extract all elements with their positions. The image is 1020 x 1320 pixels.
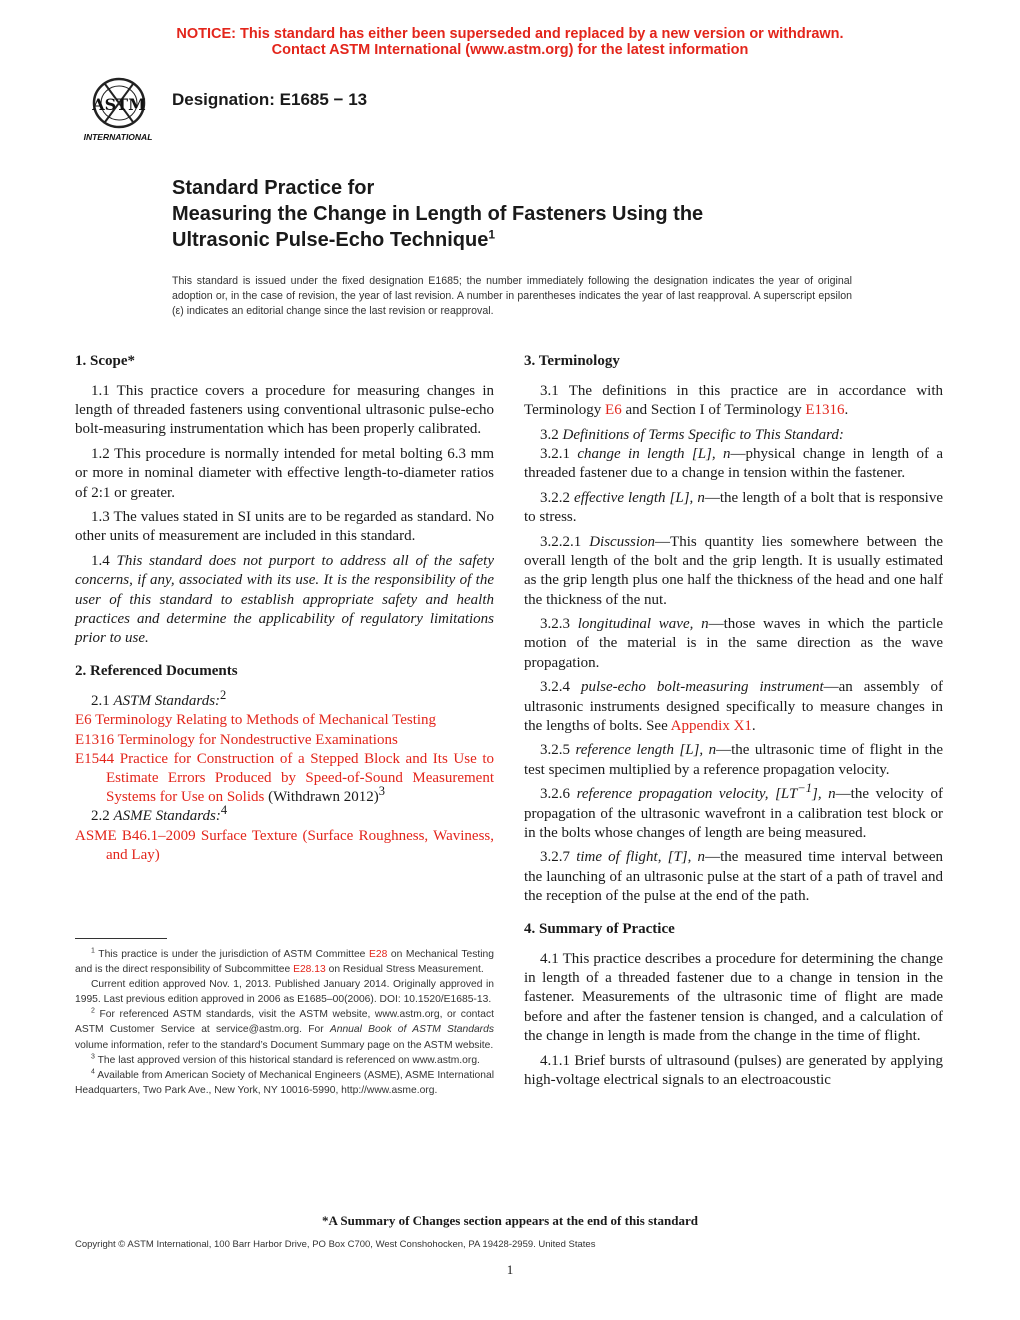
def-3-2-6 <box>524 781 943 843</box>
para-4-1: 4.1 This practice describes a procedure for determining the change in length of a threaded fastener due to a change in tension in the fastener. Measurements of the ultrasonic time of flight are made before and after the fastener tension is changed, and a calculation of the change in length is made from the change in the time of flight. <box>524 951 943 1044</box>
def-3-2-5 <box>524 741 943 779</box>
fn4-text: Available from American Society of Mechanical Engineers (ASME), ASME International Headquarters, Two Park Ave., New York, NY 10016-5990, http://www.asme.org. <box>75 1069 494 1096</box>
fn1-mark: 1 <box>91 947 95 955</box>
fn3-text: The last approved version of this historical standard is referenced on www.astm.org. <box>97 1054 480 1066</box>
def-3-2-4-end: . <box>751 717 756 734</box>
def-3-2-4-term: pulse-echo bolt-measuring instrument <box>580 679 824 696</box>
ref-asme-link[interactable]: ASME B46.1–2009 <box>75 827 196 844</box>
logo-text: ASTM <box>92 95 146 114</box>
def-3-2-2-1-def: —This quantity lies somewhere between the overall length of the bolt and the grip length. It is usually estimated as the grip length plus one half the thickness of the head and one half the thickness of the nut. <box>524 533 944 608</box>
ref-e1316 <box>75 731 494 750</box>
issued-note: This standard is issued under the fixed designation E1685; the number immediately following the designation indicates the year of original adoption or, in the case of revision, the year of last revision. A number in parentheses indicates the year of last reapproval. A superscript epsilon (ε) indicates an editorial change since the last revision or reapproval. <box>172 275 852 317</box>
footnote-2 <box>75 1007 494 1052</box>
footnote-3 <box>75 1053 494 1068</box>
ref-asme-title[interactable]: Surface Texture (Surface Roughness, Waviness, and Lay) <box>106 827 494 863</box>
para-2-1 <box>75 688 494 711</box>
def-3-2-7 <box>524 848 943 906</box>
title-line-1: Standard Practice for <box>172 177 375 199</box>
link-e6[interactable]: E6 <box>605 402 622 419</box>
ref-e1544-suffix: (Withdrawn 2012) <box>264 789 379 806</box>
summary-of-changes-notice: *A Summary of Changes section appears at the end of this standard <box>322 1213 698 1228</box>
def-3-2-6-term <box>576 781 836 803</box>
footnote-divider <box>75 938 167 939</box>
footnote-edition: Current edition approved Nov. 1, 2013. Published January 2014. Originally approved in 1995. Last previous edition approved in 2006 as E1685–00(2006). DOI: 10.1520/E1685-13. <box>75 979 494 1006</box>
para-1-4-text: This standard does not purport to address all of the safety concerns, if any, associated with its use. It is the responsibility of the user of this standard to establish appropriate safety and health practices and determine the applicability of regulatory limitations prior to use. <box>75 553 495 646</box>
def-3-2-6-term-sup: −1 <box>797 781 812 796</box>
def-3-2-3-def: —those waves in which the particle motion of the material is in the same direction as the wave propagation. <box>524 616 943 671</box>
logo-subtext: INTERNATIONAL <box>83 132 153 142</box>
def-3-2-6-num: 3.2.6 <box>540 786 570 803</box>
supersede-notice <box>0 26 1020 58</box>
para-3-1-a: 3.1 The definitions in this practice are in accordance with Terminology <box>524 383 943 419</box>
ref-e1544-sup: 3 <box>378 784 385 799</box>
astm-logo-icon <box>74 76 162 144</box>
def-3-2-3-num: 3.2.3 <box>540 616 570 633</box>
fn2-text-b: volume information, refer to the standard’s Document Summary page on the ASTM website. <box>75 1039 494 1051</box>
terminology-heading: 3. Terminology <box>524 353 620 369</box>
def-3-2-6-term-a: reference propagation velocity, [LT <box>576 786 798 803</box>
ref-e6 <box>75 711 494 730</box>
para-3-1-c: . <box>844 402 849 419</box>
def-3-2-1 <box>524 445 943 483</box>
designation: Designation: E1685 − 13 <box>172 90 368 109</box>
ref-e6-title[interactable]: Terminology Relating to Methods of Mechanical Testing <box>95 712 437 729</box>
para-3-1 <box>524 382 943 420</box>
def-3-2-3 <box>524 615 943 673</box>
ref-e1544-title[interactable]: Practice for Construction of a Stepped Block and Its Use to Estimate Errors Produced by Speed-of-Sound Measurement Systems for Use on Solids <box>106 750 494 806</box>
para-4-1-1: 4.1.1 Brief bursts of ultrasound (pulses) are generated by applying high-voltage electrical signals to an electroacoustic <box>524 1052 943 1088</box>
ref-e1316-link[interactable]: E1316 <box>75 731 115 748</box>
para-2-2-num: 2.2 <box>91 808 110 825</box>
para-2-1-num: 2.1 <box>91 693 110 710</box>
def-3-2-6-term-b: ], n <box>811 786 836 803</box>
fn4-mark: 4 <box>91 1068 95 1076</box>
def-3-2-2-1-term: Discussion <box>589 533 656 550</box>
ref-e6-link[interactable]: E6 <box>75 712 92 729</box>
title-footnote-mark: 1 <box>488 227 496 242</box>
def-3-2-3-term: longitudinal wave, n <box>577 616 709 633</box>
para-1-1: 1.1 This practice covers a procedure for measuring changes in length of threaded fasteners using conventional ultrasonic pulse-echo bolt-measuring instrumentation which has been properly calibrated. <box>75 383 494 438</box>
title-line-3 <box>172 227 892 253</box>
def-3-2-2-1 <box>524 533 943 610</box>
para-3-2-label: Definitions of Terms Specific to This Standard: <box>562 426 844 443</box>
title-line-3-text: Ultrasonic Pulse-Echo Technique <box>172 229 489 251</box>
refdocs-heading: 2. Referenced Documents <box>75 663 238 680</box>
para-3-1-b: and Section I of Terminology <box>625 402 802 419</box>
copyright: Copyright © ASTM International, 100 Barr Harbor Drive, PO Box C700, West Conshohocken, PA 19428-2959. United States <box>75 1239 596 1250</box>
notice-line-1: NOTICE: This standard has either been superseded and replaced by a new version or withdrawn. <box>176 26 844 42</box>
def-3-2-1-term: change in length [L], n <box>577 446 731 463</box>
fn2-text-a: For referenced ASTM standards, visit the ASTM website, www.astm.org, or contact ASTM Customer Service at service@astm.org. For <box>75 1009 494 1036</box>
astm-logo <box>74 76 162 144</box>
ref-e1544-link[interactable]: E1544 <box>75 750 115 767</box>
fn2-mark: 2 <box>91 1007 95 1015</box>
fn1-link-e28[interactable]: E28 <box>368 949 388 960</box>
page-number: 1 <box>506 1262 514 1277</box>
def-3-2-5-num: 3.2.5 <box>540 742 570 759</box>
fn1-text-a: This practice is under the jurisdiction of ASTM Committee <box>98 949 366 960</box>
fn3-mark: 3 <box>91 1053 95 1061</box>
def-3-2-7-term: time of flight, [T], n <box>576 849 706 866</box>
footnote-1 <box>75 947 494 977</box>
def-3-2-2-1-num: 3.2.2.1 <box>540 533 582 550</box>
para-3-2-num: 3.2 <box>540 426 559 443</box>
def-3-2-7-num: 3.2.7 <box>540 849 570 866</box>
fn1-link-e2813[interactable]: E28.13 <box>293 964 326 976</box>
def-3-2-1-def: —physical change in length of a threaded fastener due to a change in tension within the fastener. <box>524 446 944 482</box>
right-column <box>524 352 943 1096</box>
ref-e1316-title[interactable]: Terminology for Nondestructive Examinations <box>117 731 398 748</box>
def-3-2-2-term: effective length [L], n <box>574 490 705 507</box>
fn1-text-c: on Residual Stress Measurement. <box>328 964 484 976</box>
left-column <box>75 352 494 865</box>
para-1-3: 1.3 The values stated in SI units are to be regarded as standard. No other units of measurement are included in this standard. <box>75 509 494 545</box>
para-2-1-label: ASTM Standards: <box>113 693 221 710</box>
def-3-2-5-term: reference length [L], n <box>575 742 717 759</box>
para-3-2 <box>524 426 943 445</box>
para-2-2 <box>75 803 494 826</box>
def-3-2-2-num: 3.2.2 <box>540 490 570 507</box>
fn2-italic: Annual Book of ASTM Standards <box>329 1024 494 1036</box>
ref-asme <box>75 827 494 865</box>
title-line-2: Measuring the Change in Length of Fasteners Using the <box>172 203 704 225</box>
def-3-2-4-def: —an assembly of ultrasonic instruments designed specifically to measure changes in the lengths of bolts. See <box>524 679 943 734</box>
scope-heading: 1. Scope* <box>75 353 135 369</box>
def-3-2-1-num: 3.2.1 <box>540 446 570 463</box>
def-3-2-2 <box>524 489 943 527</box>
para-2-2-label: ASME Standards: <box>113 808 221 825</box>
def-3-2-7-def: —the measured time interval between the launching of an ultrasonic pulse at the start of a path of travel and the reception of the pulse at the end of the path. <box>524 849 944 904</box>
ref-e1544 <box>75 750 494 808</box>
para-2-2-sup: 4 <box>220 803 228 818</box>
para-1-4 <box>75 552 494 648</box>
link-e1316[interactable]: E1316 <box>805 402 845 419</box>
footnote-4 <box>75 1068 494 1098</box>
para-1-4-num: 1.4 <box>91 553 110 570</box>
def-3-2-5-def: —the ultrasonic time of flight in the test specimen multiplied by a reference propagation velocity. <box>524 742 944 778</box>
document-title <box>172 175 892 253</box>
def-3-2-6-def: —the velocity of propagation of the ultrasonic wavefront in a calibration test block or in the bolts whose changes of length are being measured. <box>524 786 943 841</box>
def-3-2-2-def: —the length of a bolt that is responsive to stress. <box>524 490 943 526</box>
link-appendix-x1[interactable]: Appendix X1 <box>670 717 752 734</box>
summary-heading: 4. Summary of Practice <box>524 921 675 938</box>
para-1-2: 1.2 This procedure is normally intended for metal bolting 6.3 mm or more in nominal diameter with effective length-to-diameter ratios of 2:1 or greater. <box>75 446 494 501</box>
notice-line-2: Contact ASTM International (www.astm.org) for the latest information <box>271 42 749 58</box>
def-3-2-4-num: 3.2.4 <box>540 679 570 696</box>
def-3-2-4 <box>524 678 943 736</box>
para-2-1-sup: 2 <box>220 688 227 703</box>
fn1-text-b: on Mechanical Testing and is the direct responsibility of Subcommittee <box>75 949 494 976</box>
footnotes <box>75 947 494 1098</box>
